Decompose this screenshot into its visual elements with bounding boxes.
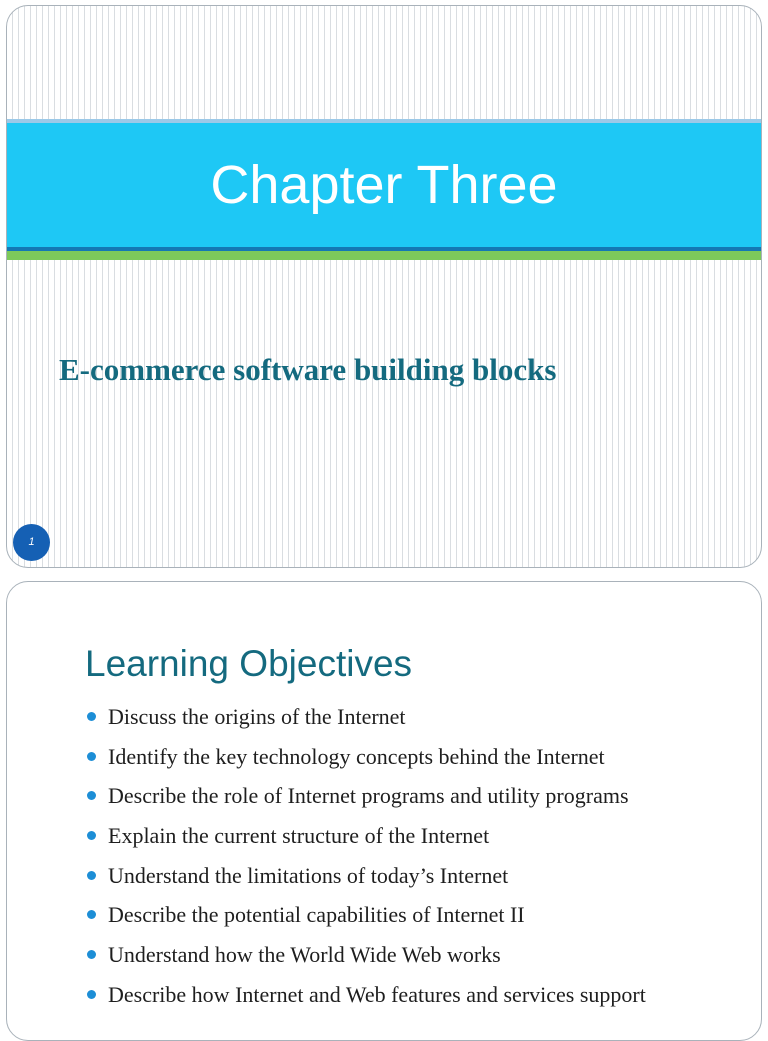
- objective-item: [85, 740, 646, 780]
- objective-item: [85, 779, 646, 819]
- bullet-dot-icon: [87, 871, 96, 880]
- objectives-heading: Learning Objectives: [85, 643, 413, 684]
- objective-text: Identify the key technology concepts behind the Internet: [108, 743, 605, 769]
- objectives-slide: [6, 581, 762, 1041]
- bullet-dot-icon: [87, 910, 96, 919]
- slide-subtitle: E-commerce software building blocks: [59, 352, 557, 387]
- objective-text: Describe the role of Internet programs and utility programs: [108, 783, 629, 809]
- slide-title: Chapter Three: [210, 155, 558, 215]
- objective-item: [85, 978, 646, 1018]
- objective-text: Understand how the World Wide Web works: [108, 942, 501, 968]
- objectives-list: [85, 700, 646, 1018]
- objective-text: Describe how Internet and Web features and services support: [108, 981, 646, 1007]
- slide-number-badge: 1: [13, 524, 50, 561]
- title-slide: [6, 5, 762, 568]
- bullet-dot-icon: [87, 712, 96, 721]
- bullet-dot-icon: [87, 752, 96, 761]
- objective-item: [85, 859, 646, 899]
- bullet-dot-icon: [87, 990, 96, 999]
- bullet-dot-icon: [87, 950, 96, 959]
- objective-item: [85, 898, 646, 938]
- objective-item: [85, 700, 646, 740]
- objective-item: [85, 938, 646, 978]
- objective-text: Understand the limitations of today’s Internet: [108, 862, 509, 888]
- bullet-dot-icon: [87, 831, 96, 840]
- title-band-green-line: [7, 251, 761, 260]
- objective-text: Explain the current structure of the Internet: [108, 823, 490, 849]
- objective-text: Discuss the origins of the Internet: [108, 704, 406, 729]
- objective-text: Describe the potential capabilities of Internet II: [108, 902, 525, 928]
- objective-item: [85, 819, 646, 859]
- bullet-dot-icon: [87, 791, 96, 800]
